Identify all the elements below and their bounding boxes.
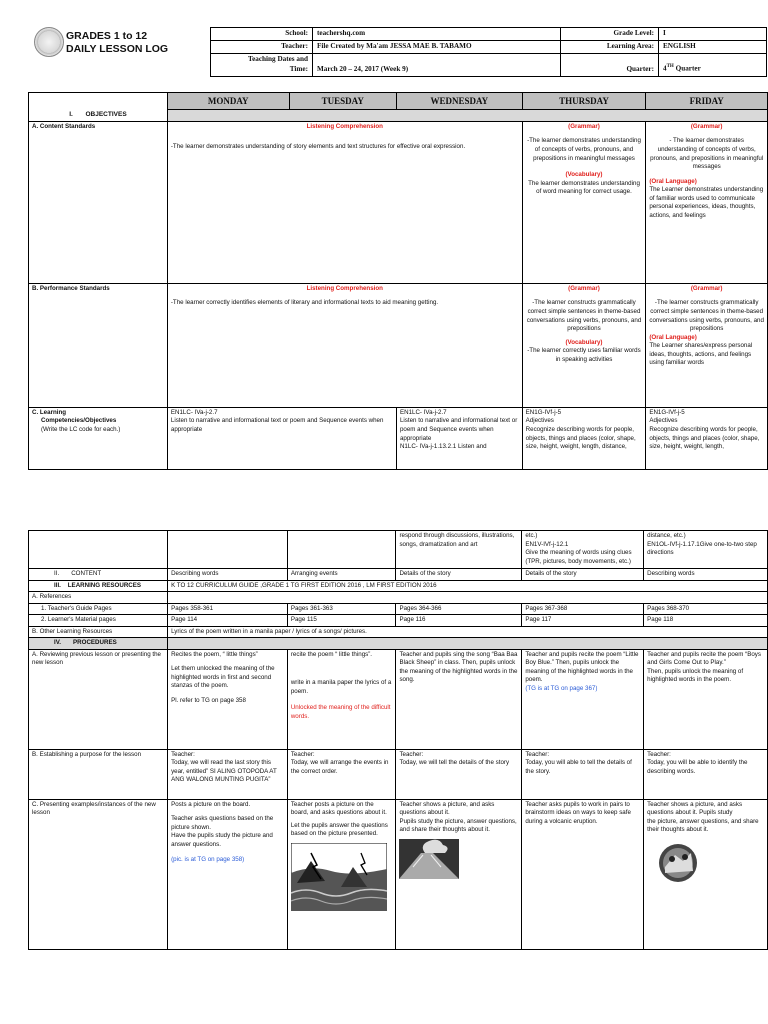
procedures-spacer — [168, 638, 768, 650]
content-standards-label: A. Content Standards — [29, 121, 168, 283]
continued-monday — [168, 531, 288, 569]
learning-area-value: ENGLISH — [659, 40, 767, 53]
procedure-b-wednesday: Teacher: Today, we will tell the details of the story — [396, 749, 522, 799]
competencies-label: C. Learning Competencies/Objectives (Write the LC code for each.) — [29, 407, 168, 469]
lm-thursday: Page 117 — [522, 615, 644, 627]
procedure-b-thursday: Teacher: Today, you will able to tell the details of the story. — [522, 749, 644, 799]
grade-level-label: Grade Level: — [561, 28, 659, 41]
performance-standards-friday: (Grammar) -The learner constructs grammatically correct simple sentences in theme-based conversations using verbs, pronouns, and prepositions (Oral Language) The Learner shares/express personal ideas, thoughts, actions, and feelings using familiar words — [646, 283, 768, 407]
procedure-a-label: A. Reviewing previous lesson or presenting the new lesson — [29, 649, 168, 749]
continued-thursday: etc.) EN1V-IVf-j-12.1 Give the meaning of words using clues (TPR, pictures, body movements, etc.) — [522, 531, 644, 569]
references-spacer — [168, 592, 768, 604]
performance-standards-label: B. Performance Standards — [29, 283, 168, 407]
objectives-heading: I. OBJECTIVES — [29, 110, 168, 121]
tg-wednesday: Pages 364-366 — [396, 603, 522, 615]
tg-thursday: Pages 367-368 — [522, 603, 644, 615]
title-line-1: GRADES 1 to 12 — [66, 30, 148, 42]
competencies-monday: EN1LC- IVa-j-2.7 Listen to narrative and informational text or poem and Sequence events when appropriate — [167, 407, 396, 469]
corner-cell — [29, 93, 168, 110]
deped-seal-logo — [34, 27, 64, 57]
procedure-a-thursday: Teacher and pupils recite the poem “Little Boy Blue.” Then, pupils unlock the meaning of the highlighted words in the poem. (TG is at TG on page 367) — [522, 649, 644, 749]
school-value: teachershq.com — [313, 28, 561, 41]
content-standards-friday: (Grammar) - The learner demonstrates understanding of concepts of verbs, pronouns, and prepositions in meaningful messages (Oral Language) The Learner demonstrates understanding of familiar words used to communicate personal experiences, ideas, thoughts, actions, and feelings — [646, 121, 768, 283]
tg-monday: Pages 358-361 — [168, 603, 288, 615]
content-wednesday: Details of the story — [396, 569, 522, 581]
quarter-value: 4TH Quarter — [659, 53, 767, 76]
day-tuesday: TUESDAY — [289, 93, 396, 110]
references-label: A. References — [29, 592, 168, 604]
procedure-b-tuesday: Teacher: Today, we will arrange the events in the correct order. — [287, 749, 396, 799]
title-line-2: DAILY LESSON LOG — [66, 43, 169, 56]
day-friday: FRIDAY — [646, 93, 768, 110]
page-two — [28, 530, 768, 1024]
header-table — [210, 27, 767, 77]
learning-resources-value: K TO 12 CURRICULUM GUIDE ,GRADE 1 TG FIRST EDITION 2016 , LM FIRST EDITION 2016 — [168, 580, 768, 592]
continued-tuesday — [287, 531, 396, 569]
day-thursday: THURSDAY — [522, 93, 646, 110]
procedures-heading: IV. PROCEDURES — [29, 638, 168, 650]
procedure-a-friday: Teacher and pupils recite the poem “Boys and Girls Come Out to Play.” Then, pupils unlock the meaning of highlighted words in the poem. — [644, 649, 768, 749]
day-wednesday: WEDNESDAY — [396, 93, 522, 110]
procedure-c-friday: Teacher shows a picture, and asks questions about it. Pupils study the picture, answer questions, and share their thoughts about it. — [644, 799, 768, 949]
dates-value: March 20 – 24, 2017 (Week 9) — [313, 53, 561, 76]
procedure-c-label: C. Presenting examples/instances of the new lesson — [29, 799, 168, 949]
other-resources-label: B. Other Learning Resources — [29, 626, 168, 638]
learning-area-label: Learning Area: — [561, 40, 659, 53]
content-standards-mtw: Listening Comprehension -The learner demonstrates understanding of story elements and text structures for effective oral expression. — [167, 121, 522, 283]
continued-wednesday: respond through discussions, illustrations, songs, dramatization and art — [396, 531, 522, 569]
dates-label: Teaching Dates and Time: — [211, 53, 313, 76]
competencies-wednesday: EN1LC- IVa-j-2.7 Listen to narrative and informational text or poem and Sequence events when appropriate N1LC- IVa-j-1.13.2.1 Listen and — [396, 407, 522, 469]
teachers-guide-label: 1. Teacher's Guide Pages — [29, 603, 168, 615]
procedure-a-tuesday: recite the poem “ little things”. write in a manila paper the lyrics of a poem. Unlocked the meaning of the difficult words. — [287, 649, 396, 749]
page-one — [28, 26, 768, 471]
competencies-thursday: EN1G-IVf-j-5 Adjectives Recognize describing words for people, objects, things and places (color, shape, size, height, weight, length, distance, — [522, 407, 646, 469]
school-label: School: — [211, 28, 313, 41]
performance-standards-thursday: (Grammar) -The learner constructs grammatically correct simple sentences in theme-based conversations using verbs, pronouns, and prepositions (Vocabulary) -The learner correctly uses familiar words in speaking activities — [522, 283, 646, 407]
procedure-b-monday: Teacher: Today, we will read the last story this year, entitled” SI ALING OTOPODA AT ANG WALONG MUNTING PUGITA” — [168, 749, 288, 799]
procedure-c-monday: Posts a picture on the board. Teacher asks questions based on the picture shown. Have the pupils study the picture and answer questions. (pic. is at TG on page 358) — [168, 799, 288, 949]
tg-friday: Pages 368-370 — [644, 603, 768, 615]
procedure-a-wednesday: Teacher and pupils sing the song “Baa Baa Black Sheep” in class. Then, pupils unlock the meaning of the highlighted words in the song. — [396, 649, 522, 749]
continued-friday: distance, etc.) EN1OL-IVf-j-1.17.1Give one-to-two step directions — [644, 531, 768, 569]
lm-wednesday: Page 116 — [396, 615, 522, 627]
quarter-label: Quarter: — [561, 53, 659, 76]
other-resources-value: Lyrics of the poem written in a manila paper / lyrics of a songs/ pictures. — [168, 626, 768, 638]
day-monday: MONDAY — [167, 93, 289, 110]
procedure-c-thursday: Teacher asks pupils to work in pairs to brainstorm ideas on ways to keep safe during a volcanic eruption. — [522, 799, 644, 949]
learners-material-label: 2. Learner's Material pages — [29, 615, 168, 627]
teacher-label: Teacher: — [211, 40, 313, 53]
procedures-table — [28, 530, 768, 950]
content-monday: Describing words — [168, 569, 288, 581]
tg-tuesday: Pages 361-363 — [287, 603, 396, 615]
teacher-value: File Created by Ma'am JESSA MAE B. TABAMO — [313, 40, 561, 53]
log-title — [66, 30, 168, 56]
procedure-a-monday: Recites the poem, “ little things” Let them unlocked the meaning of the highlighted words in first and second stanzas of the poem. Pl. refer to TG on page 358 — [168, 649, 288, 749]
procedure-c-wednesday: Teacher shows a picture, and asks questions about it. Pupils study the picture, answer questions, and share their thoughts about it. — [396, 799, 522, 949]
continued-label — [29, 531, 168, 569]
volcano-picture — [399, 839, 459, 879]
content-standards-thursday: (Grammar) -The learner demonstrates understanding of concepts of verbs, pronouns, and prepositions in meaningful messages (Vocabulary) The learner demonstrates understanding of word meaning for correct usage. — [522, 121, 646, 283]
objectives-table — [28, 92, 768, 470]
objectives-spacer — [167, 110, 767, 121]
learning-resources-label: III. LEARNING RESOURCES — [29, 580, 168, 592]
procedure-c-tuesday: Teacher posts a picture on the board, and asks questions about it. Let the pupils answer the questions based on the picture presented. — [287, 799, 396, 949]
grade-level-value: I — [659, 28, 767, 41]
content-friday: Describing words — [644, 569, 768, 581]
procedure-b-friday: Teacher: Today, you will be able to identify the describing words. — [644, 749, 768, 799]
content-thursday: Details of the story — [522, 569, 644, 581]
content-label: II. CONTENT — [29, 569, 168, 581]
children-playing-picture — [657, 839, 699, 887]
lm-tuesday: Page 115 — [287, 615, 396, 627]
lm-monday: Page 114 — [168, 615, 288, 627]
performance-standards-mtw: Listening Comprehension -The learner correctly identifies elements of literary and informational texts to aid meaning getting. — [167, 283, 522, 407]
procedure-b-label: B. Establishing a purpose for the lesson — [29, 749, 168, 799]
lm-friday: Page 118 — [644, 615, 768, 627]
content-tuesday: Arranging events — [287, 569, 396, 581]
flood-picture — [291, 843, 387, 911]
competencies-friday: EN1G-IVf-j-5 Adjectives Recognize describing words for people, objects, things and places (color, shape, size, height, weight, length, — [646, 407, 768, 469]
